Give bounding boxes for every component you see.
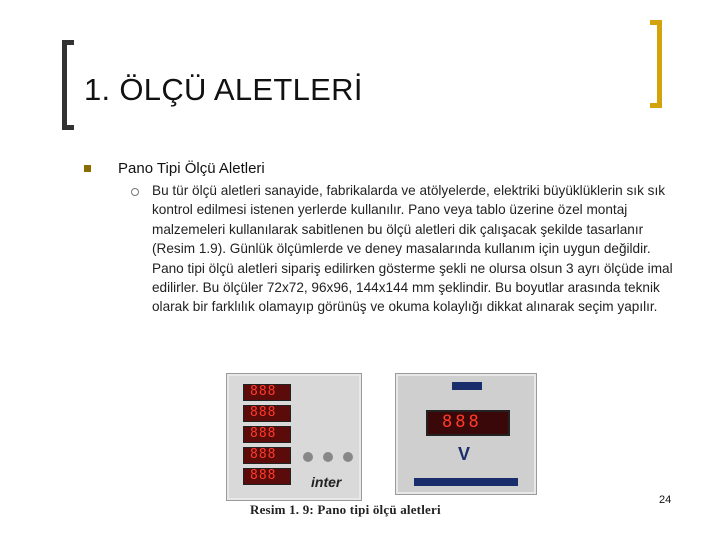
square-bullet-icon: [84, 165, 91, 172]
device-brand: inter: [311, 474, 342, 490]
device-logo: [452, 382, 482, 390]
meter-button-icon: [303, 452, 313, 462]
subheading: Pano Tipi Ölçü Aletleri: [118, 160, 265, 177]
led-display: [243, 426, 291, 443]
device-label-strip: [414, 478, 518, 486]
circle-bullet-icon: [131, 188, 139, 196]
voltmeter-display: [426, 410, 510, 436]
image-caption: Resim 1. 9: Pano tipi ölçü aletleri: [250, 502, 441, 517]
led-display: [243, 447, 291, 464]
meter-button-icon: [343, 452, 353, 462]
title-bracket-right: [650, 20, 662, 108]
voltage-symbol: V: [458, 444, 471, 464]
led-display: [243, 468, 291, 485]
led-display: [243, 405, 291, 422]
slide-title: 1. ÖLÇÜ ALETLERİ: [84, 72, 363, 107]
led-display: [243, 384, 291, 401]
body-paragraph: Bu tür ölçü aletleri sanayide, fabrikalarda ve atölyelerde, elektriki büyüklüklerin sık sık kontrol edilmesi istenen yerlerde kullanılır. Pano veya tablo üzerine özel montaj malzemeleri kullanılarak sabitlenen bu ölçü aletleri dik çalışacak şekilde tasarlanır (Resim 1.9). Günlük ölçümlerde ve deney masalarında kullanım için uygun değildir. Pano tipi ölçü aletleri sipariş edilirken gösterme şekli ne olursa olsun 3 ayrı ölçüde imal edilirler. Bu ölçüler 72x72, 96x96, 144x144 mm şeklindir. Bu boyutlar arasında teknik olarak bir farklılık olamayıp görünüş ve okuma kolaylığı dikkat alınarak seçim yapılır.: [152, 183, 673, 315]
panel-meter-image-left: [226, 373, 362, 501]
panel-meter-image-right: [395, 373, 537, 495]
meter-button-icon: [323, 452, 333, 462]
page-number: 24: [659, 494, 672, 506]
title-bracket-left: [62, 40, 74, 130]
